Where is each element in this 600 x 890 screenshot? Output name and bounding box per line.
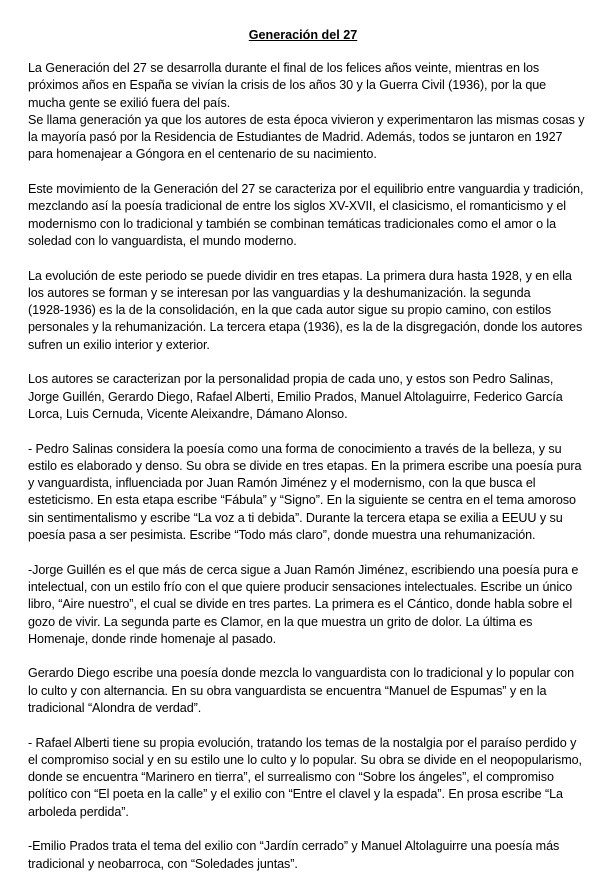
paragraph bbox=[28, 371, 578, 423]
document-page bbox=[28, 27, 585, 890]
text-line: La Generación del 27 se desarrolla durante el final de los felices años veinte, mientras en los bbox=[28, 61, 540, 75]
text-line: - Rafael Alberti tiene su propia evolución, tratando los temas de la nostalgia por el paraíso perdido y bbox=[28, 735, 577, 750]
paragraph bbox=[28, 60, 585, 164]
text-line: Jorge Guillén, Gerardo Diego, Rafael Alberti, Emilio Prados, Manuel Altolaguirre, Federico García bbox=[28, 389, 563, 404]
text-line: Lorca, Luis Cernuda, Vicente Aleixandre, Dámano Alonso. bbox=[28, 406, 348, 421]
text-line: -Jorge Guillén es el que más de cerca sigue a Juan Ramón Jiménez, escribiendo una poesía pura e bbox=[28, 562, 579, 577]
text-line: modernismo con lo tradicional y también se combinan temáticas tradicionales como el amor o la bbox=[28, 216, 557, 231]
paragraph bbox=[28, 268, 583, 354]
text-line: gozo de vivir. La segunda parte es Clamor, en la que muestra un grito de dolor. La última es bbox=[28, 614, 533, 629]
paragraph bbox=[28, 441, 582, 545]
text-line: - Pedro Salinas considera la poesía como una forma de conocimiento a través de la belleza, y su bbox=[28, 441, 562, 456]
paragraph bbox=[28, 735, 582, 821]
paragraph bbox=[28, 181, 584, 250]
document-body bbox=[28, 60, 585, 873]
text-line: político con “El poeta en la calle” y el exilio con “Entre el clavel y la espada”. En prosa escribe “La bbox=[28, 787, 563, 802]
text-line: donde se encuentra “Marinero en tierra”, el surrealismo con “Sobre los ángeles”, el compromiso bbox=[28, 770, 554, 785]
text-line: Gerardo Diego escribe una poesía donde mezcla lo vanguardista con lo tradicional y lo popular con bbox=[28, 666, 575, 681]
text-line: tradicional “Alondra de verdad”. bbox=[28, 700, 202, 715]
text-line: Los autores se caracterizan por la personalidad propia de cada uno, y estos son Pedro Salinas, bbox=[28, 372, 554, 387]
text-line: libro, “Aire nuestro”, el cual se divide en tres partes. La primera es el Cántico, donde habla sobre el bbox=[28, 597, 573, 612]
paragraph bbox=[28, 665, 578, 717]
text-line: arboleda perdida”. bbox=[28, 804, 129, 819]
text-line: el compromiso social y en su estilo une lo culto y lo popular. Su obra se divide en el neopopularismo, bbox=[28, 752, 582, 767]
text-line: esteticismo. En esta etapa escribe “Fábula” y “Signo”. En la siguiente se centra en el tema amoroso bbox=[28, 493, 576, 508]
text-line: mezclando así la poesía tradicional de entre los siglos XV-XVII, el clasicismo, el romanticismo y el bbox=[28, 199, 566, 214]
text-line: estilo es elaborado y denso. Su obra se divide en tres etapas. En la primera escribe una poesía pura bbox=[28, 458, 582, 473]
paragraph bbox=[28, 838, 578, 873]
text-line: los autores se forman y se interesan por las vanguardias y la deshumanización. la segunda bbox=[28, 285, 531, 300]
text-line: para homenajear a Góngora en el centenario de su nacimiento. bbox=[28, 147, 377, 162]
text-line: soledad con lo vanguardista, el mundo moderno. bbox=[28, 233, 297, 248]
text-line: y vanguardista, influenciada por Juan Ramón Jiménez y el modernismo, con la que busca el bbox=[28, 476, 536, 491]
text-line: tradicional y neobarroca, con “Soledades juntas”. bbox=[28, 856, 298, 871]
text-line: la mayoría pasó por la Residencia de Estudiantes de Madrid. Además, todos se juntaron en 1927 bbox=[28, 130, 563, 145]
text-line: próximos años en España se vivían la crisis de los años 30 y la Guerra Civil (1936), por la que bbox=[28, 78, 547, 93]
page-title: Generación del 27 bbox=[248, 28, 358, 42]
text-line: poesía pasa a ser pesimista. Escribe “Todo más claro”, donde muestra una rehumanización. bbox=[28, 528, 536, 543]
text-line: Se llama generación ya que los autores de esta época vivieron y experimentaron las mismas cosas y bbox=[28, 112, 585, 127]
text-line: Homenaje, donde rinde homenaje al pasado. bbox=[28, 631, 277, 646]
text-line: sufren un exilio interior y exterior. bbox=[28, 337, 210, 352]
text-line: (1928-1936) es la de la consolidación, en la que cada autor sigue su propio camino, con estilos bbox=[28, 303, 552, 318]
text-line: intelectual, con un estilo frío con el que quiere producir sensaciones intelectuales. Escribe un único bbox=[28, 579, 573, 594]
paragraph bbox=[28, 562, 578, 648]
text-line: lo culto y con alternancia. En su obra vanguardista se encuentra “Manuel de Espumas” y en la bbox=[28, 683, 547, 698]
text-line: personales y la rehumanización. La tercera etapa (1936), es la de la disgregación, donde los autores bbox=[28, 320, 583, 335]
text-line: Este movimiento de la Generación del 27 se caracteriza por el equilibrio entre vanguardia y tradición, bbox=[28, 182, 584, 197]
text-line: -Emilio Prados trata el tema del exilio con “Jardín cerrado” y Manuel Altolaguirre una poesía más bbox=[28, 839, 560, 854]
text-line: mucha gente se exilió fuera del país. bbox=[28, 95, 231, 110]
text-line: La evolución de este periodo se puede dividir en tres etapas. La primera dura hasta 1928, y en ella bbox=[28, 268, 572, 283]
text-line: sin sentimentalismo y escribe “La voz a ti debida”. Durante la tercera etapa se exilia a EEUU y su bbox=[28, 510, 563, 525]
